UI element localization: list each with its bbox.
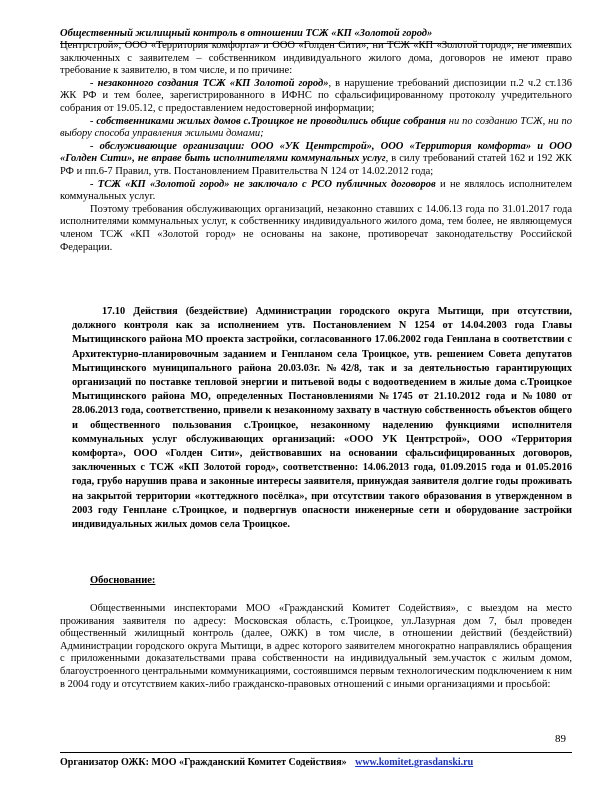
- section-17-10: [72, 305, 572, 532]
- grounds-paragraph: Общественными инспекторами МОО «Гражданский Комитет Содействия», с выездом на место проживания заявителя по адресу: Московская область, с.Троицкое, ул.Лазурная дом 7, был проведен общественный жилищный контроль (далее, ОЖК) в том числе, в отношении действий (бездействий) Администрации городского округа Мытищи, в адрес которого заявителем многократно направлялись обращения с приложенными доказательствами права собственности на индивидуальный зем.участок с жилым домом, благоустроенного центральными коммуникациями, состоявшимся первым технологическим подключением к ним в 2004 году и отсутствием каких-либо гражданско-правовых отношений с иными организациями и просьбой:: [60, 603, 572, 690]
- bullet-item: [60, 141, 572, 179]
- bullet-emphasis: - обслуживающие организации: ООО «УК Центрстрой», ООО «Территория комфорта» и ООО «Голден Сити», не вправе быть исполнителями коммунальных услуг: [60, 140, 572, 165]
- bullet-text: ни по созданию ТСЖ, ни по выбору способа управления жилыми домами;: [60, 115, 572, 140]
- footer-link[interactable]: www.komitet.grasdanski.ru: [355, 757, 474, 768]
- grounds-body: [60, 603, 572, 691]
- bullet-text: , в силу требований статей 162 и 192 ЖК РФ и пп.6-7 Правил, утв. Постановлением Правительства N 124 от 14.02.2012 года;: [60, 153, 572, 177]
- header-title: Общественный жилищный контроль в отношении ТСЖ «КП «Золотой город»: [60, 28, 433, 39]
- bullet-text: , в нарушение требований диспозиции п.2 ч.2 ст.136 ЖК РФ и тем более, зарегистрированного в ИФНС по сфальсифицированному протоколу учредительного собрания от 19.05.12, с предоставлением недостоверной информации;: [60, 77, 572, 114]
- bullet-text: и не являлось исполнителем коммунальных услуг.: [60, 178, 572, 203]
- page-number: 89: [555, 733, 566, 745]
- grounds-heading: [90, 575, 290, 588]
- page-footer: [60, 752, 572, 768]
- intro-paragraph: Центрстрой», ООО «Территория комфорта» и ООО «Голден Сити», ни ТСЖ «КП «Золотой город», не имевших заключенных с заявителем – собственником индивидуального жилого дома, договоров не имеют право требование к заявителю, в том числе, и по причине:: [60, 40, 572, 77]
- grounds-label: Обоснование:: [90, 575, 156, 586]
- bullet-item: [60, 179, 572, 204]
- bullet-item: [60, 116, 572, 141]
- bullet-emphasis: - собственниками жилых домов с.Троицкое не проводились общие собрания: [90, 115, 446, 127]
- intro-block: [60, 40, 572, 254]
- footer-org: Организатор ОЖК: МОО «Гражданский Комитет Содействия»: [60, 757, 347, 768]
- bullet-item: [60, 78, 572, 116]
- conclusion-paragraph: Поэтому требования обслуживающих организаций, незаконно ставших с 14.06.13 года по 31.01.2017 года исполнителями коммунальных услуг, к собственнику индивидуального жилого дома, тем более, не являющемуся членом ТСЖ «КП «Золотой город» не основаны на законе, противоречат законодательству Российской Федерации.: [60, 203, 572, 253]
- section-text: 17.10 Действия (бездействие) Администрации городского округа Мытищи, при отсутствии, должного контроля как за исполнением утв. Постановлением N 1254 от 14.04.2003 года Главы Мытищинского района МО проекта застройки, согласованного 17.06.2002 года Генплана в соответствии с Архитектурно-планировочным заданием и Генпланом села Троицкое, утв. решением Совета депутатов Мытищинского муниципального района 20.03.03г. №42/8, так и за деятельностью гарантирующих организаций по поставке тепловой энергии и питьевой воды с водоотведением в жилые дома с.Троицкое Мытищинского района МО, определенных Постановлениями №1745 от 21.10.2012 года и №1080 от 28.06.2013 года, соответственно, привели к незаконному захвату в частную собственность объектов общего и общественного пользования с.Троицкое, незаконному наделению функциями исполнителя коммунальных услуг обслуживающих организаций: «ООО УК Центрстрой», ООО «Территория комфорта», ООО «Голден Сити», действовавших на основании сфальсифицированных договоров, заключенных с ТСЖ «КП Золотой город», соответственно: 14.06.2013 года, 01.09.2015 года и 01.05.2016 года, грубо нарушив права и законные интересы заявителя, принуждая заявителя долгие годы проживать на закрытой территории «коттеджного посёлка», при отсутствии такого образования в утвержденном в 2003 году Генплане с.Троицкое, и подвергнув опасности инженерные сети и оборудование застройки индивидуальных жилых домов села Троицкое.: [72, 306, 572, 531]
- bullet-emphasis: - незаконного создания ТСЖ «КП Золотой город»: [90, 77, 329, 89]
- bullet-emphasis: - ТСЖ «КП «Золотой город» не заключало с РСО публичных договоров: [90, 178, 436, 190]
